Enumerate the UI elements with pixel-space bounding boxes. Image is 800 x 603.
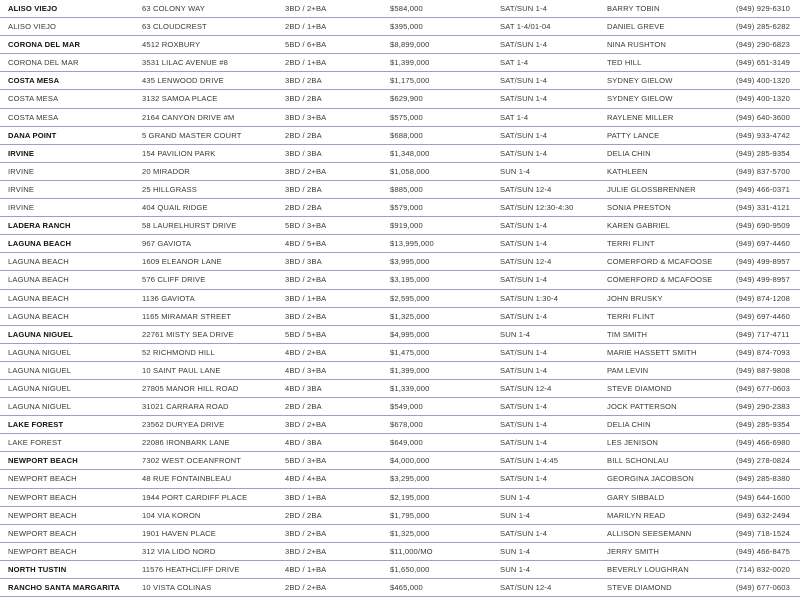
- city-cell: CORONA DEL MAR: [8, 58, 79, 68]
- table-row: [0, 452, 800, 470]
- open-house-time-cell: SAT/SUN 1:30-4: [500, 293, 559, 303]
- open-house-time-cell: SAT/SUN 12:30-4:30: [500, 203, 574, 213]
- phone-cell: (949) 285-8380: [736, 474, 791, 484]
- phone-cell: (949) 837-5700: [736, 166, 791, 176]
- price-cell: $1,399,000: [390, 58, 430, 68]
- phone-cell: (949) 929-6310: [736, 4, 791, 13]
- price-cell: $579,000: [390, 203, 423, 213]
- phone-cell: (949) 632-2494: [736, 510, 791, 520]
- phone-cell: (949) 644-1600: [736, 492, 791, 502]
- open-house-time-cell: SAT/SUN 1-4: [500, 239, 548, 249]
- phone-cell: (949) 285-9354: [736, 148, 791, 158]
- address-cell: 1609 ELEANOR LANE: [142, 257, 222, 267]
- agent-cell: LES JENISON: [607, 438, 659, 448]
- open-house-time-cell: SAT 1-4/01-04: [500, 22, 551, 32]
- address-cell: 20 MIRADOR: [142, 166, 190, 176]
- address-cell: 1165 MIRAMAR STREET: [142, 311, 232, 321]
- open-house-time-cell: SAT/SUN 1-4: [500, 474, 548, 484]
- city-cell: LAKE FOREST: [8, 420, 64, 430]
- agent-cell: SONIA PRESTON: [607, 203, 671, 213]
- city-cell: LAGUNA NIGUEL: [8, 329, 73, 339]
- table-row: [0, 217, 800, 235]
- bed-bath-cell: 3BD / 2+BA: [285, 275, 327, 285]
- bed-bath-cell: 2BD / 1+BA: [285, 58, 327, 68]
- address-cell: 4512 ROXBURY: [142, 40, 201, 50]
- agent-cell: JULIE GLOSSBRENNER: [607, 184, 696, 194]
- city-cell: LADERA RANCH: [8, 221, 71, 231]
- bed-bath-cell: 4BD / 2+BA: [285, 347, 327, 357]
- city-cell: IRVINE: [8, 166, 35, 176]
- phone-cell: (949) 933-4742: [736, 130, 791, 140]
- open-house-time-cell: SUN 1-4: [500, 564, 531, 574]
- city-cell: LAGUNA BEACH: [8, 293, 69, 303]
- bed-bath-cell: 3BD / 3+BA: [285, 112, 327, 122]
- city-cell: COSTA MESA: [8, 76, 60, 86]
- address-cell: 22761 MISTY SEA DRIVE: [142, 329, 234, 339]
- phone-cell: (949) 400-1320: [736, 76, 791, 86]
- open-house-time-cell: SAT/SUN 12-4: [500, 383, 552, 393]
- open-house-time-cell: SAT/SUN 1-4: [500, 94, 548, 104]
- bed-bath-cell: 3BD / 1+BA: [285, 492, 327, 502]
- bed-bath-cell: 3BD / 2BA: [285, 94, 322, 104]
- agent-cell: NINA RUSHTON: [607, 40, 667, 50]
- agent-cell: DELIA CHIN: [607, 148, 651, 158]
- phone-cell: (949) 290-6823: [736, 40, 791, 50]
- phone-cell: (949) 400-1320: [736, 94, 791, 104]
- price-cell: $1,325,000: [390, 528, 430, 538]
- open-house-time-cell: SUN 1-4: [500, 510, 531, 520]
- bed-bath-cell: 3BD / 2+BA: [285, 311, 327, 321]
- bed-bath-cell: 3BD / 2+BA: [285, 4, 327, 13]
- address-cell: 5 GRAND MASTER COURT: [142, 130, 242, 140]
- address-cell: 3132 SAMOA PLACE: [142, 94, 218, 104]
- table-row: [0, 72, 800, 90]
- city-cell: LAGUNA NIGUEL: [8, 383, 72, 393]
- price-cell: $395,000: [390, 22, 423, 32]
- table-row: [0, 109, 800, 127]
- price-cell: $13,995,000: [390, 239, 434, 249]
- address-cell: 1136 GAVIOTA: [142, 293, 195, 303]
- city-cell: LAGUNA BEACH: [8, 257, 69, 267]
- address-cell: 27805 MANOR HILL ROAD: [142, 383, 239, 393]
- phone-cell: (949) 874-7093: [736, 347, 791, 357]
- phone-cell: (949) 285-6282: [736, 22, 791, 32]
- agent-cell: SYDNEY GIELOW: [607, 76, 673, 86]
- agent-cell: TED HILL: [607, 58, 642, 68]
- table-row: [0, 326, 800, 344]
- table-row: [0, 470, 800, 488]
- address-cell: 435 LENWOOD DRIVE: [142, 76, 224, 86]
- bed-bath-cell: 3BD / 3BA: [285, 148, 322, 158]
- city-cell: IRVINE: [8, 148, 35, 158]
- city-cell: NEWPORT BEACH: [8, 510, 77, 520]
- phone-cell: (949) 499-8957: [736, 275, 791, 285]
- address-cell: 312 VIA LIDO NORD: [142, 546, 216, 556]
- phone-cell: (949) 874-1208: [736, 293, 791, 303]
- city-cell: NEWPORT BEACH: [8, 546, 77, 556]
- city-cell: COSTA MESA: [8, 112, 59, 122]
- price-cell: $1,339,000: [390, 383, 430, 393]
- agent-cell: PAM LEVIN: [607, 365, 649, 375]
- agent-cell: DELIA CHIN: [607, 420, 651, 430]
- open-house-time-cell: SAT/SUN 1-4: [500, 420, 548, 430]
- agent-cell: JERRY SMITH: [607, 546, 660, 556]
- table-row: [0, 181, 800, 199]
- phone-cell: (949) 466-6980: [736, 438, 791, 448]
- price-cell: $3,995,000: [390, 257, 430, 267]
- bed-bath-cell: 4BD / 5+BA: [285, 239, 327, 249]
- agent-cell: KAREN GABRIEL: [607, 221, 671, 231]
- table-row: [0, 344, 800, 362]
- bed-bath-cell: 3BD / 2BA: [285, 76, 322, 86]
- price-cell: $2,195,000: [390, 492, 430, 502]
- table-row: [0, 362, 800, 380]
- address-cell: 48 RUE FONTAINBLEAU: [142, 474, 232, 484]
- address-cell: 11576 HEATHCLIFF DRIVE: [142, 564, 240, 574]
- agent-cell: BILL SCHONLAU: [607, 456, 669, 466]
- bed-bath-cell: 3BD / 3BA: [285, 257, 322, 267]
- agent-cell: TERRI FLINT: [607, 311, 655, 321]
- table-row: [0, 416, 800, 434]
- bed-bath-cell: 4BD / 3+BA: [285, 365, 327, 375]
- price-cell: $3,195,000: [390, 275, 430, 285]
- table-row: [0, 290, 800, 308]
- city-cell: LAGUNA NIGUEL: [8, 402, 72, 412]
- phone-cell: (949) 717-4711: [736, 329, 790, 339]
- agent-cell: MARIE HASSETT SMITH: [607, 347, 697, 357]
- city-cell: IRVINE: [8, 203, 35, 213]
- bed-bath-cell: 3BD / 2+BA: [285, 420, 327, 430]
- city-cell: ALISO VIEJO: [8, 4, 58, 13]
- open-house-time-cell: SAT/SUN 1-4: [500, 528, 548, 538]
- address-cell: 1944 PORT CARDIFF PLACE: [142, 492, 248, 502]
- bed-bath-cell: 5BD / 3+BA: [285, 221, 327, 231]
- open-house-time-cell: SAT/SUN 1-4: [500, 130, 548, 140]
- bed-bath-cell: 2BD / 2+BA: [285, 583, 327, 592]
- table-row: [0, 127, 800, 145]
- city-cell: NEWPORT BEACH: [8, 492, 77, 502]
- price-cell: $919,000: [390, 221, 423, 231]
- table-row: [0, 90, 800, 108]
- phone-cell: (714) 832-0020: [736, 564, 791, 574]
- price-cell: $1,650,000: [390, 564, 430, 574]
- table-row: [0, 489, 800, 507]
- price-cell: $885,000: [390, 184, 423, 194]
- address-cell: 63 COLONY WAY: [142, 4, 205, 13]
- phone-cell: (949) 290-2383: [736, 402, 791, 412]
- bed-bath-cell: 4BD / 3BA: [285, 438, 322, 448]
- price-cell: $1,348,000: [390, 148, 430, 158]
- price-cell: $1,325,000: [390, 311, 430, 321]
- agent-cell: RAYLENE MILLER: [607, 112, 674, 122]
- table-row: [0, 253, 800, 271]
- city-cell: IRVINE: [8, 184, 35, 194]
- agent-cell: PATTY LANCE: [607, 130, 660, 140]
- table-row: [0, 163, 800, 181]
- address-cell: 7302 WEST OCEANFRONT: [142, 456, 242, 466]
- open-house-time-cell: SAT/SUN 1-4: [500, 311, 548, 321]
- table-row: [0, 398, 800, 416]
- bed-bath-cell: 3BD / 2+BA: [285, 546, 327, 556]
- city-cell: COSTA MESA: [8, 94, 59, 104]
- table-row: [0, 36, 800, 54]
- bed-bath-cell: 4BD / 3BA: [285, 383, 322, 393]
- price-cell: $465,000: [390, 583, 423, 592]
- open-house-time-cell: SAT 1-4: [500, 112, 529, 122]
- phone-cell: (949) 466-8475: [736, 546, 791, 556]
- bed-bath-cell: 2BD / 2BA: [285, 203, 322, 213]
- phone-cell: (949) 278-0824: [736, 456, 791, 466]
- bed-bath-cell: 3BD / 1+BA: [285, 293, 327, 303]
- city-cell: NEWPORT BEACH: [8, 474, 77, 484]
- city-cell: NEWPORT BEACH: [8, 456, 78, 466]
- city-cell: LAGUNA BEACH: [8, 239, 72, 249]
- open-house-time-cell: SAT/SUN 1-4:45: [500, 456, 559, 466]
- city-cell: LAGUNA NIGUEL: [8, 347, 72, 357]
- table-row: [0, 0, 800, 18]
- open-house-time-cell: SAT/SUN 12-4: [500, 184, 552, 194]
- address-cell: 10 VISTA COLINAS: [142, 583, 212, 592]
- bed-bath-cell: 4BD / 4+BA: [285, 474, 327, 484]
- open-house-time-cell: SUN 1-4: [500, 329, 531, 339]
- open-house-time-cell: SAT/SUN 12-4: [500, 257, 552, 267]
- open-house-time-cell: SAT/SUN 1-4: [500, 365, 548, 375]
- address-cell: 22086 IRONBARK LANE: [142, 438, 230, 448]
- phone-cell: (949) 690-9509: [736, 221, 791, 231]
- city-cell: CORONA DEL MAR: [8, 40, 81, 50]
- table-row: [0, 145, 800, 163]
- open-house-time-cell: SAT 1-4: [500, 58, 529, 68]
- price-cell: $1,175,000: [390, 76, 430, 86]
- address-cell: 31021 CARRARA ROAD: [142, 402, 229, 412]
- price-cell: $4,000,000: [390, 456, 430, 466]
- table-row: [0, 380, 800, 398]
- agent-cell: JOCK PATTERSON: [607, 402, 677, 412]
- bed-bath-cell: 3BD / 2+BA: [285, 528, 327, 538]
- bed-bath-cell: 2BD / 1+BA: [285, 22, 327, 32]
- address-cell: 576 CLIFF DRIVE: [142, 275, 206, 285]
- price-cell: $3,295,000: [390, 474, 430, 484]
- city-cell: LAGUNA BEACH: [8, 311, 69, 321]
- phone-cell: (949) 499-8957: [736, 257, 791, 267]
- table-row: [0, 507, 800, 525]
- agent-cell: COMERFORD & MCAFOOSE: [607, 257, 713, 267]
- price-cell: $4,995,000: [390, 329, 430, 339]
- open-house-time-cell: SUN 1-4: [500, 492, 531, 502]
- agent-cell: COMERFORD & MCAFOOSE: [607, 275, 713, 285]
- phone-cell: (949) 677-0603: [736, 383, 791, 393]
- city-cell: DANA POINT: [8, 130, 57, 140]
- agent-cell: TIM SMITH: [607, 329, 648, 339]
- bed-bath-cell: 2BD / 2BA: [285, 510, 322, 520]
- price-cell: $678,000: [390, 420, 423, 430]
- open-house-time-cell: SAT/SUN 1-4: [500, 148, 548, 158]
- phone-cell: (949) 331-4121: [736, 203, 791, 213]
- phone-cell: (949) 887-9808: [736, 365, 791, 375]
- phone-cell: (949) 285-9354: [736, 420, 791, 430]
- open-house-time-cell: SAT/SUN 1-4: [500, 438, 548, 448]
- agent-cell: BARRY TOBIN: [607, 4, 660, 13]
- agent-cell: GEORGINA JACOBSON: [607, 474, 694, 484]
- table-row: [0, 579, 800, 597]
- bed-bath-cell: 3BD / 2+BA: [285, 166, 327, 176]
- address-cell: 23562 DURYEA DRIVE: [142, 420, 225, 430]
- city-cell: LAKE FOREST: [8, 438, 62, 448]
- table-row: [0, 543, 800, 561]
- phone-cell: (949) 466-0371: [736, 184, 791, 194]
- address-cell: 967 GAVIOTA: [142, 239, 192, 249]
- table-row: [0, 308, 800, 326]
- address-cell: 58 LAURELHURST DRIVE: [142, 221, 237, 231]
- bed-bath-cell: 3BD / 2BA: [285, 184, 322, 194]
- address-cell: 2164 CANYON DRIVE #M: [142, 112, 235, 122]
- price-cell: $2,595,000: [390, 293, 430, 303]
- price-cell: $688,000: [390, 130, 423, 140]
- open-house-time-cell: SAT/SUN 1-4: [500, 76, 548, 86]
- address-cell: 154 PAVILION PARK: [142, 148, 216, 158]
- agent-cell: STEVE DIAMOND: [607, 383, 672, 393]
- bed-bath-cell: 5BD / 6+BA: [285, 40, 327, 50]
- bed-bath-cell: 5BD / 5+BA: [285, 329, 327, 339]
- table-row: [0, 18, 800, 36]
- table-row: [0, 271, 800, 289]
- table-row: [0, 199, 800, 217]
- agent-cell: STEVE DIAMOND: [607, 583, 672, 592]
- price-cell: $1,399,000: [390, 365, 430, 375]
- phone-cell: (949) 677-0603: [736, 583, 791, 592]
- agent-cell: TERRI FLINT: [607, 239, 655, 249]
- price-cell: $629,900: [390, 94, 423, 104]
- address-cell: 1901 HAVEN PLACE: [142, 528, 217, 538]
- open-house-time-cell: SAT/SUN 1-4: [500, 275, 548, 285]
- open-house-time-cell: SAT/SUN 1-4: [500, 4, 548, 13]
- phone-cell: (949) 697-4460: [736, 239, 791, 249]
- agent-cell: GARY SIBBALD: [607, 492, 665, 502]
- open-house-time-cell: SAT/SUN 1-4: [500, 40, 548, 50]
- phone-cell: (949) 697-4460: [736, 311, 791, 321]
- city-cell: ALISO VIEJO: [8, 22, 57, 32]
- price-cell: $1,795,000: [390, 510, 430, 520]
- address-cell: 404 QUAIL RIDGE: [142, 203, 208, 213]
- price-cell: $11,000/MO: [390, 546, 433, 556]
- agent-cell: ALLISON SEESEMANN: [607, 528, 692, 538]
- open-house-time-cell: SUN 1-4: [500, 546, 531, 556]
- open-house-time-cell: SAT/SUN 1-4: [500, 221, 548, 231]
- table-row: [0, 561, 800, 579]
- price-cell: $1,475,000: [390, 347, 430, 357]
- city-cell: NORTH TUSTIN: [8, 564, 67, 574]
- open-house-time-cell: SAT/SUN 1-4: [500, 402, 548, 412]
- phone-cell: (949) 718-1524: [736, 528, 791, 538]
- bed-bath-cell: 4BD / 1+BA: [285, 564, 327, 574]
- city-cell: LAGUNA BEACH: [8, 275, 69, 285]
- agent-cell: BEVERLY LOUGHRAN: [607, 564, 689, 574]
- address-cell: 10 SAINT PAUL LANE: [142, 365, 221, 375]
- bed-bath-cell: 2BD / 2BA: [285, 402, 322, 412]
- price-cell: $575,000: [390, 112, 423, 122]
- table-row: [0, 54, 800, 72]
- price-cell: $584,000: [390, 4, 423, 13]
- table-row: [0, 525, 800, 543]
- open-house-time-cell: SAT/SUN 12-4: [500, 583, 552, 592]
- address-cell: 52 RICHMOND HILL: [142, 347, 215, 357]
- table-row: [0, 434, 800, 452]
- price-cell: $8,899,000: [390, 40, 430, 50]
- agent-cell: DANIEL GREVE: [607, 22, 665, 32]
- price-cell: $1,058,000: [390, 166, 430, 176]
- open-house-time-cell: SAT/SUN 1-4: [500, 347, 548, 357]
- city-cell: LAGUNA NIGUEL: [8, 365, 72, 375]
- address-cell: 63 CLOUDCREST: [142, 22, 207, 32]
- agent-cell: KATHLEEN: [607, 166, 648, 176]
- address-cell: 104 VIA KORON: [142, 510, 201, 520]
- price-cell: $549,000: [390, 402, 423, 412]
- open-house-time-cell: SUN 1-4: [500, 166, 531, 176]
- price-cell: $649,000: [390, 438, 423, 448]
- agent-cell: JOHN BRUSKY: [607, 293, 663, 303]
- bed-bath-cell: 2BD / 2BA: [285, 130, 322, 140]
- address-cell: 25 HILLGRASS: [142, 184, 197, 194]
- phone-cell: (949) 640-3600: [736, 112, 791, 122]
- agent-cell: MARILYN READ: [607, 510, 666, 520]
- bed-bath-cell: 5BD / 3+BA: [285, 456, 327, 466]
- phone-cell: (949) 651-3149: [736, 58, 791, 68]
- city-cell: RANCHO SANTA MARGARITA: [8, 583, 120, 592]
- table-row: [0, 235, 800, 253]
- agent-cell: SYDNEY GIELOW: [607, 94, 673, 104]
- city-cell: NEWPORT BEACH: [8, 528, 77, 538]
- address-cell: 3531 LILAC AVENUE #8: [142, 58, 229, 68]
